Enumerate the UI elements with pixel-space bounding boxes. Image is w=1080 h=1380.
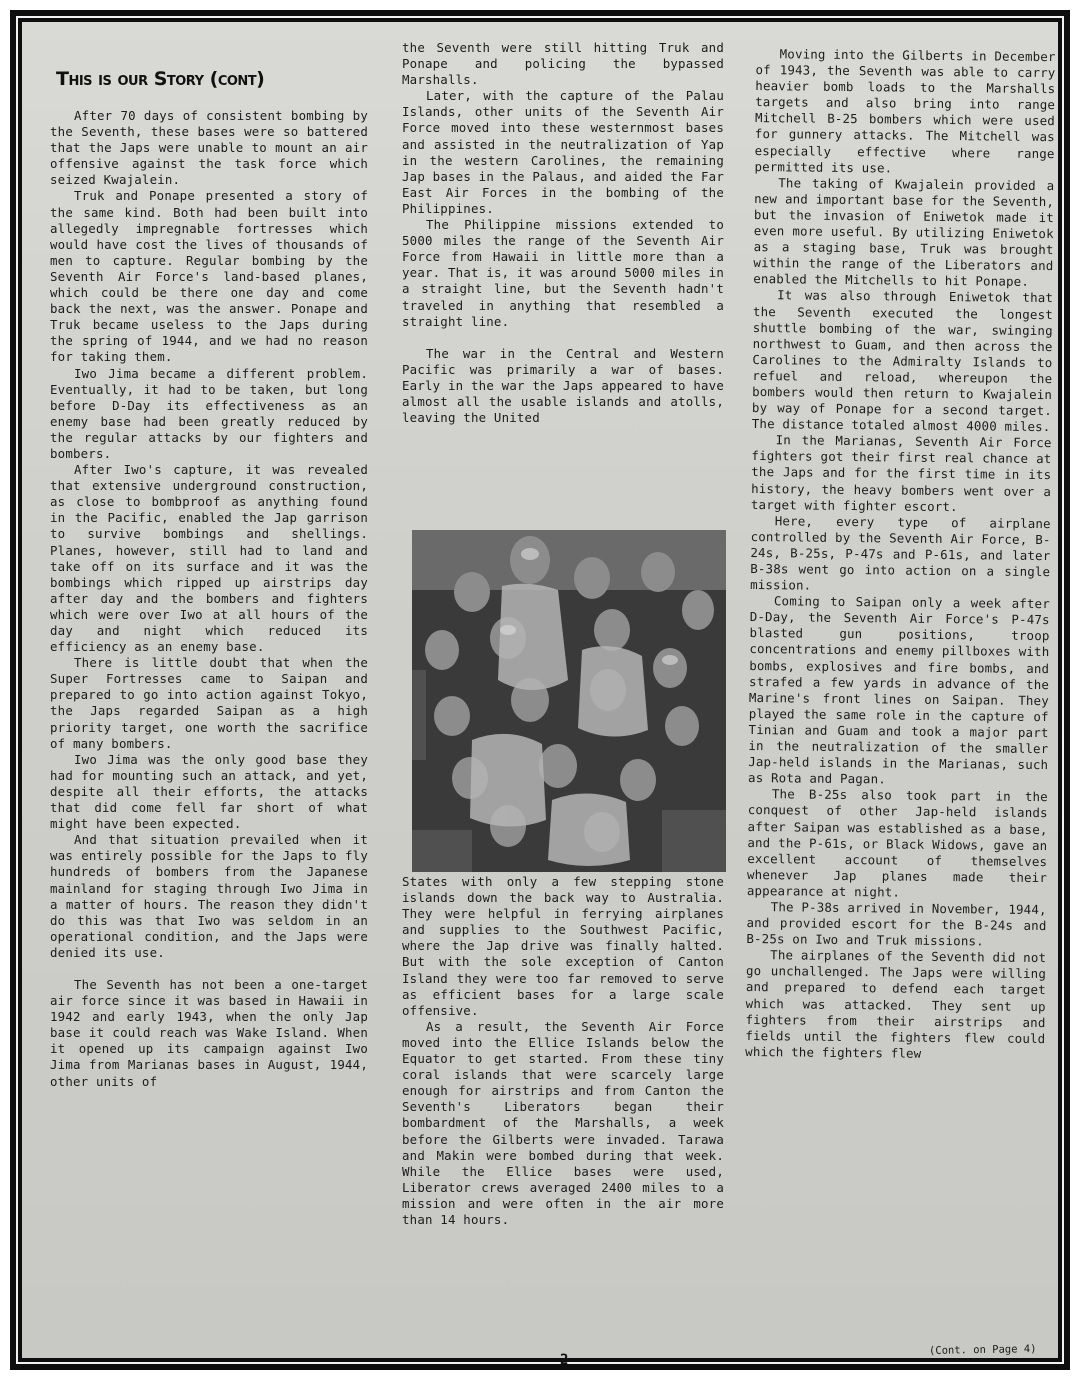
col2-paragraph: the Seventh were still hitting Truk and Ponape and policing the bypassed Marshalls. bbox=[402, 40, 724, 88]
column-2-lower bbox=[402, 874, 724, 1344]
page-heading: This is our Story (cont) bbox=[56, 68, 265, 90]
col2-paragraph: The war in the Central and Western Pacific was primarily a war of bases. Early in the war the Japs appeared to have almost all the usable islands and atolls, leaving the United bbox=[402, 345, 724, 426]
col3-paragraph: The airplanes of the Seventh did not go unchallenged. The Japs were willing and prepared to defend each target which was attacked. They sent up fighters from their airstrips and fields until the fighters flew could which the fighters flew bbox=[745, 947, 1047, 1061]
col3-paragraph: Coming to Saipan only a week after D-Day, the Seventh Air Force's P-47s blasted gun positions, troop concentrations and enemy pillboxes with bombs, explosives and fire bombs, and strafed a few yards in advance of the Marine's front lines on Saipan. They played the same role in the capture of Tinian and Guam and took a major part in the neutralization of the smaller Jap-held islands in the Marianas, such as Rota and Pagan. bbox=[748, 593, 1051, 787]
col1-paragraph: And that situation prevailed when it was entirely possible for the Japs to fly hundreds of bombers from the Japanese mainland for staging through Iwo Jima in a matter of hours. The reason they didn't do this was that Iwo was seldom in an operational condition, and the Japs were denied its use. bbox=[50, 832, 368, 960]
column-1 bbox=[50, 22, 368, 1358]
continued-note: (Cont. on Page 4) bbox=[928, 1343, 1037, 1357]
col3-paragraph: It was also through Eniwetok that the Seventh executed the longest shuttle bombing of the war, swinging northwest to Guam, and then across the Carolines to the Admiralty Islands to refuel and reload, whereupon the bombers would then return to Kwajalein by way of Ponape for a second target. The distance totaled almost 4000 miles. bbox=[751, 287, 1054, 435]
page-frame bbox=[10, 10, 1070, 1370]
page-inner-border bbox=[16, 16, 1064, 1368]
col1-paragraph: Iwo Jima was the only good base they had for mounting such an attack, and yet, despite all their efforts, the attacks that did come fell far short of what might have been expected. bbox=[50, 751, 368, 832]
page-number: 2 bbox=[560, 1352, 569, 1368]
col2-paragraph: Later, with the capture of the Palau Islands, other units of the Seventh Air Force moved into these westernmost bases and assisted in the neutralization of Yap in the western Carolines, the remaining Jap bases in the Palaus, and aided the Far East Air Forces in the bombing of the Philippines. bbox=[402, 88, 724, 216]
col1-paragraph: After 70 days of consistent bombing by the Seventh, these bases were so battered that the Japs were unable to mount an air offensive against the task force which seized Kwajalein. bbox=[50, 108, 368, 188]
col2-paragraph: As a result, the Seventh Air Force moved into the Ellice Islands below the Equator to get started. From these tiny coral islands that were scarcely large enough for airstrips and from Canton the Seventh's Liberators began their bombardment of the Marshalls, a week before the Gilberts were invaded. Tarawa and Makin were bombed during that week. While the Ellice bases were used, Liberator crews averaged 2400 miles to a mission and were often in the air more than 14 hours. bbox=[402, 1018, 724, 1227]
col1-paragraph: The Seventh has not been a one-target air force since it was based in Hawaii in 1942 and early 1943, when the only Jap base it could reach was Wake Island. When it opened up its campaign against Iwo Jima from Marianas bases in August, 1944, other units of bbox=[50, 976, 368, 1089]
col3-paragraph: The taking of Kwajalein provided a new and important base for the Seventh, but the invasion of Eniwetok made it even more useful. By utilizing Eniwetok as a staging base, Truk was brought within the range of the Liberators and enabled the Mitchells to hit Ponape. bbox=[753, 174, 1055, 290]
group-photo bbox=[412, 530, 726, 872]
col1-paragraph: There is little doubt that when the Super Fortresses came to Saipan and prepared to go into action against Tokyo, the Japs regarded Saipan as a high priority target, one worth the sacrifice of many bombers. bbox=[50, 655, 368, 751]
col1-paragraph: Truk and Ponape presented a story of the same kind. Both had been built into allegedly impregnable fortresses which would have cost the lives of thousands of men to capture. Regular bombing by the Seventh Air Force's land-based planes, which could be there one day and come back the next, was the answer. Ponape and Truk became useless to the Japs during the spring of 1944, and we had no reason for taking them. bbox=[50, 188, 368, 365]
col2-paragraph: States with only a few stepping stone islands down the back way to Australia. They were helpful in ferrying airplanes and supplies to the Southwest Pacific, where the Jap drive was finally halted. But with the sole exception of Canton Island they were too far removed to serve as efficient bases for a large scale offensive. bbox=[402, 874, 724, 1018]
column-2 bbox=[402, 22, 724, 510]
group-photo-image bbox=[412, 530, 726, 872]
col3-paragraph: The B-25s also took part in the conquest of other Jap-held islands after Saipan was established as a base, and the P-61s, or Black Widows, gave an excellent account of themselves whenever Jap planes made their appearance at night. bbox=[746, 786, 1048, 900]
col3-paragraph: Here, every type of airplane controlled by the Seventh Air Force, B-24s, B-25s, P-47s and P-61s, and later B-38s went go into action on a single mission. bbox=[750, 512, 1051, 593]
col2-paragraph: The Philippine missions extended to 5000 miles the range of the Seventh Air Force from Hawaii in little more than a year. That is, it was around 5000 miles in a straight line, but the Seventh hadn't traveled in anything that resembled a straight line. bbox=[402, 217, 724, 329]
col3-paragraph: Moving into the Gilberts in December of 1943, the Seventh was able to carry heavier bomb loads to the Marshalls targets and also bring into range Mitchell B-25 bombers which were used for gunnery attacks. The Mitchell was especially effective where range permitted its use. bbox=[754, 46, 1056, 176]
col1-paragraph: After Iwo's capture, it was revealed that extensive underground construction, as close to bombproof as anything found in the Pacific, enabled the Jap garrison to survive bombings and shellings. Planes, however, still had to land and take off on its surface and it was the bombings which ripped up airstrips day after day and the bombers and fighters which were over Iwo at all hours of the day and night which reduced its efficiency as an enemy base. bbox=[50, 462, 368, 655]
col3-paragraph: In the Marianas, Seventh Air Force fighters got their first real chance at the Japs and for the first time in its history, the heavy bombers went over a target with fighter escort. bbox=[750, 432, 1052, 514]
column-3 bbox=[742, 22, 1056, 1361]
col1-paragraph: Iwo Jima became a different problem. Eventually, it had to be taken, but long before D-Day its effectiveness as an enemy base had been greatly reduced by the regular attacks by our fighters and bombers. bbox=[50, 365, 368, 461]
newsletter-page bbox=[22, 22, 1058, 1368]
col3-paragraph: The P-38s arrived in November, 1944, and provided escort for the B-24s and B-25s on Iwo and Truk missions. bbox=[746, 899, 1047, 949]
